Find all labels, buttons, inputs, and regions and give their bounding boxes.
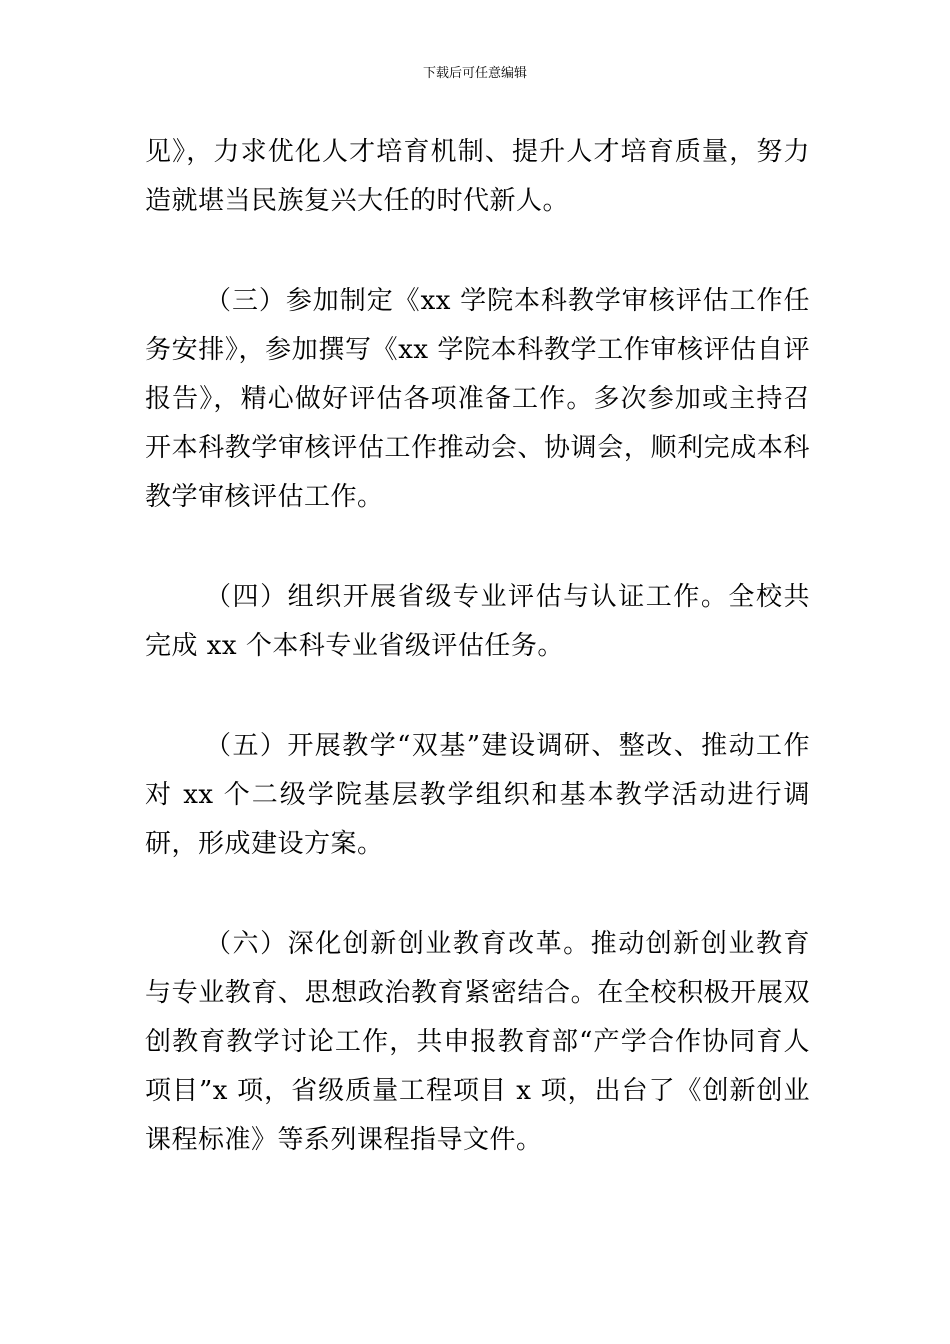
paragraph-item-4: （四）组织开展省级专业评估与认证工作。全校共完成 xx 个本科专业省级评估任务。 [145, 582, 810, 661]
page-header: 下载后可任意编辑 [422, 66, 527, 81]
paragraph-gap [145, 522, 810, 573]
paragraph-item-6: （六）深化创新创业教育改革。推动创新创业教育与专业教育、思想政治教育紧密结合。在全校积极开展双创教育教学讨论工作，共申报教育部“产学合作协同育人项目”x 项，省级质量工程项目 x 项，出台了《创新创业课程标准》等系列课程指导文件。 [145, 929, 810, 1155]
paragraph-gap [145, 226, 810, 277]
paragraph-item-3: （三）参加制定《xx 学院本科教学审核评估工作任务安排》，参加撰写《xx 学院本科教学工作审核评估自评报告》，精心做好评估各项准备工作。多次参加或主持召开本科教学审核评估工作推动会、协调会，顺利完成本科教学审核评估工作。 [145, 286, 810, 512]
paragraph-gap [145, 869, 810, 920]
paragraph-continuation: 见》，力求优化人才培育机制、提升人才培育质量，努力造就堪当民族复兴大任的时代新人。 [145, 137, 810, 216]
paragraph-item-5: （五）开展教学“双基”建设调研、整改、推动工作对 xx 个二级学院基层教学组织和基本教学活动进行调研，形成建设方案。 [145, 731, 810, 859]
paragraph-gap [145, 671, 810, 722]
document-body [145, 128, 810, 1165]
